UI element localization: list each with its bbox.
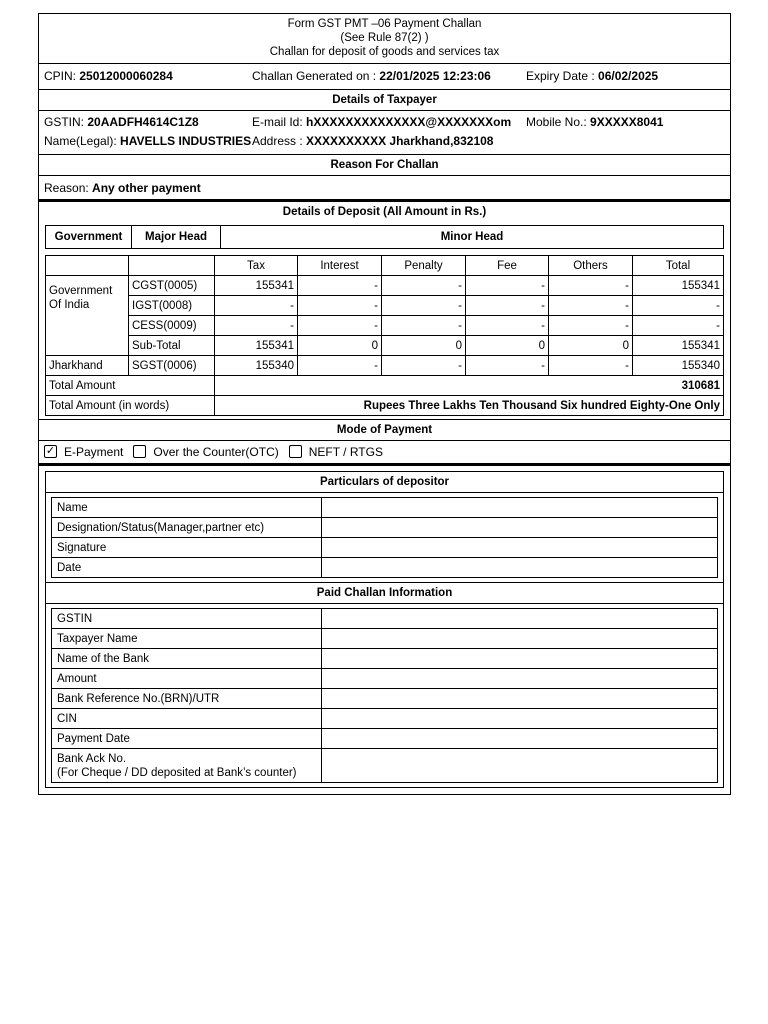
table-row: [52, 558, 718, 578]
field-value[interactable]: [322, 538, 718, 558]
amount-cell: -: [549, 276, 633, 296]
field-label: Designation/Status(Manager,partner etc): [52, 518, 322, 538]
otc-label: Over the Counter(OTC): [153, 445, 279, 459]
table-row: [52, 729, 718, 749]
subtotal-row: [46, 336, 724, 356]
amount-cell: -: [215, 296, 298, 316]
amount-cell: 155340: [633, 356, 724, 376]
amount-cell: 155341: [633, 336, 724, 356]
table-row: [52, 669, 718, 689]
field-value[interactable]: [322, 498, 718, 518]
gstin-label: GSTIN:: [44, 115, 88, 129]
payment-challan-form: [38, 13, 731, 795]
table-row: [46, 276, 724, 296]
col-government: Government: [46, 226, 132, 249]
amount-cell: -: [382, 276, 466, 296]
major-head-cell: SGST(0006): [129, 356, 215, 376]
table-row: [52, 629, 718, 649]
checkbox-checked-icon[interactable]: ✓: [45, 444, 56, 457]
amount-cell: -: [633, 296, 724, 316]
total-words-label: Total Amount (in words): [46, 396, 215, 416]
amount-cell: -: [466, 296, 549, 316]
amount-cell: -: [466, 316, 549, 336]
field-label: Signature: [52, 538, 322, 558]
table-row: [52, 649, 718, 669]
address-value: XXXXXXXXXX Jharkhand,832108: [306, 134, 494, 148]
col-major-head: Major Head: [132, 226, 221, 249]
depositor-table: [51, 497, 718, 578]
deposit-heading: Details of Deposit (All Amount in Rs.): [282, 206, 487, 218]
amount-cell: -: [549, 356, 633, 376]
taxpayer-heading: Details of Taxpayer: [39, 90, 730, 111]
reason-label: Reason:: [44, 181, 93, 195]
email-value: hXXXXXXXXXXXXXX@XXXXXXXom: [306, 115, 512, 129]
taxpayer-details: [39, 111, 730, 155]
state-cell: Jharkhand: [46, 356, 129, 376]
reason-value: Any other payment: [92, 181, 201, 195]
legal-name-label: Name(Legal):: [44, 134, 121, 148]
expiry-label: Expiry Date :: [526, 69, 599, 83]
table-row: [52, 538, 718, 558]
reason-heading: Reason For Challan: [39, 155, 730, 176]
field-value[interactable]: [322, 518, 718, 538]
field-value: [322, 609, 718, 629]
amount-cell: 155341: [215, 336, 298, 356]
col-penalty: Penalty: [382, 256, 466, 276]
major-head-cell: CGST(0005): [129, 276, 215, 296]
amount-cell: -: [382, 296, 466, 316]
amount-cell: 155340: [215, 356, 298, 376]
field-value: [322, 749, 718, 783]
deposit-header-table: [45, 225, 724, 249]
field-label: Payment Date: [52, 729, 322, 749]
table-row: [46, 316, 724, 336]
field-label: CIN: [52, 709, 322, 729]
email-label: E-mail Id:: [252, 115, 307, 129]
neft-option[interactable]: [289, 445, 383, 459]
generated-on: [252, 69, 491, 83]
amount-cell: -: [466, 356, 549, 376]
bank-ack-label: [52, 749, 322, 783]
generated-value: 22/01/2025 12:23:06: [379, 69, 491, 83]
paid-challan-heading: Paid Challan Information: [46, 582, 723, 604]
table-row: [52, 609, 718, 629]
field-label: Name: [52, 498, 322, 518]
cpin: [44, 69, 173, 83]
mobile-value: 9XXXXX8041: [590, 115, 664, 129]
total-amount-label: Total Amount: [46, 376, 215, 396]
depositor-section: [45, 471, 724, 788]
field-value[interactable]: [322, 558, 718, 578]
expiry-value: 06/02/2025: [598, 69, 659, 83]
expiry-date: [526, 69, 658, 83]
field-value: [322, 629, 718, 649]
cpin-value: 25012000060284: [79, 69, 173, 83]
blank-cell: [46, 256, 129, 276]
address-label: Address :: [252, 134, 307, 148]
cpin-label: CPIN:: [44, 69, 80, 83]
amount-cell: -: [549, 316, 633, 336]
total-words-row: [46, 396, 724, 416]
field-label: GSTIN: [52, 609, 322, 629]
field-label: Date: [52, 558, 322, 578]
col-others: Others: [549, 256, 633, 276]
field-label: Taxpayer Name: [52, 629, 322, 649]
form-header: [39, 14, 730, 64]
form-subtitle: Challan for deposit of goods and services tax: [269, 46, 500, 58]
field-label: Bank Reference No.(BRN)/UTR: [52, 689, 322, 709]
payment-mode-row: [39, 441, 730, 466]
col-interest: Interest: [298, 256, 382, 276]
reason-row: [39, 176, 730, 202]
government-of-india-cell: Government Of India: [46, 276, 129, 356]
table-row: [46, 296, 724, 316]
field-label: Amount: [52, 669, 322, 689]
neft-label: NEFT / RTGS: [308, 445, 383, 459]
legal-name-value: HAVELLS INDUSTRIES: [120, 134, 252, 148]
challan-info-row: [39, 64, 730, 90]
legal-name: [44, 134, 251, 148]
gstin-value: 20AADFH4614C1Z8: [87, 115, 199, 129]
depositor-heading: Particulars of depositor: [46, 472, 723, 493]
field-value: [322, 729, 718, 749]
state-row: [46, 356, 724, 376]
major-head-cell: Sub-Total: [129, 336, 215, 356]
amount-cell: 155341: [633, 276, 724, 296]
field-value: [322, 669, 718, 689]
paid-challan-table: [51, 608, 718, 783]
amount-cell: -: [466, 276, 549, 296]
address: [252, 134, 493, 148]
mobile-label: Mobile No.:: [526, 115, 591, 129]
bank-ack-line1: Bank Ack No.: [57, 752, 127, 765]
amount-cell: 0: [382, 336, 466, 356]
amount-cell: -: [215, 316, 298, 336]
amount-cell: -: [298, 276, 382, 296]
checkbox-icon[interactable]: [289, 445, 302, 458]
col-total: Total: [633, 256, 724, 276]
generated-label: Challan Generated on :: [252, 69, 380, 83]
amount-cell: -: [298, 356, 382, 376]
otc-option[interactable]: [133, 445, 278, 459]
major-head-cell: IGST(0008): [129, 296, 215, 316]
total-amount-value: 310681: [215, 376, 724, 396]
mobile: [526, 115, 663, 129]
table-row: [52, 709, 718, 729]
table-row: [52, 518, 718, 538]
gstin: [44, 115, 199, 129]
field-value: [322, 709, 718, 729]
field-value: [322, 689, 718, 709]
table-row: [52, 689, 718, 709]
field-label: Name of the Bank: [52, 649, 322, 669]
amount-cell: -: [549, 296, 633, 316]
col-minor-head: Minor Head: [221, 226, 724, 249]
blank-cell: [129, 256, 215, 276]
epayment-option[interactable]: [44, 445, 123, 459]
deposit-table: [45, 255, 724, 416]
field-value: [322, 649, 718, 669]
email: [252, 115, 511, 129]
amount-cell: -: [298, 316, 382, 336]
major-head-cell: CESS(0009): [129, 316, 215, 336]
amount-cell: -: [633, 316, 724, 336]
total-words-value: Rupees Three Lakhs Ten Thousand Six hundred Eighty-One Only: [215, 396, 724, 416]
payment-mode-heading: Mode of Payment: [39, 420, 730, 441]
col-tax: Tax: [215, 256, 298, 276]
table-row: [52, 749, 718, 783]
table-row: [52, 498, 718, 518]
amount-cell: 0: [549, 336, 633, 356]
deposit-columns-row: [46, 256, 724, 276]
amount-cell: -: [382, 356, 466, 376]
form-rule: (See Rule 87(2) ): [340, 32, 429, 44]
total-amount-row: [46, 376, 724, 396]
amount-cell: -: [382, 316, 466, 336]
amount-cell: 0: [466, 336, 549, 356]
amount-cell: -: [298, 296, 382, 316]
col-fee: Fee: [466, 256, 549, 276]
amount-cell: 155341: [215, 276, 298, 296]
amount-cell: 0: [298, 336, 382, 356]
bank-ack-line2: (For Cheque / DD deposited at Bank’s counter): [57, 766, 297, 779]
checkbox-icon[interactable]: [133, 445, 146, 458]
form-title: Form GST PMT –06 Payment Challan: [287, 18, 482, 30]
epayment-label: E-Payment: [64, 445, 124, 459]
